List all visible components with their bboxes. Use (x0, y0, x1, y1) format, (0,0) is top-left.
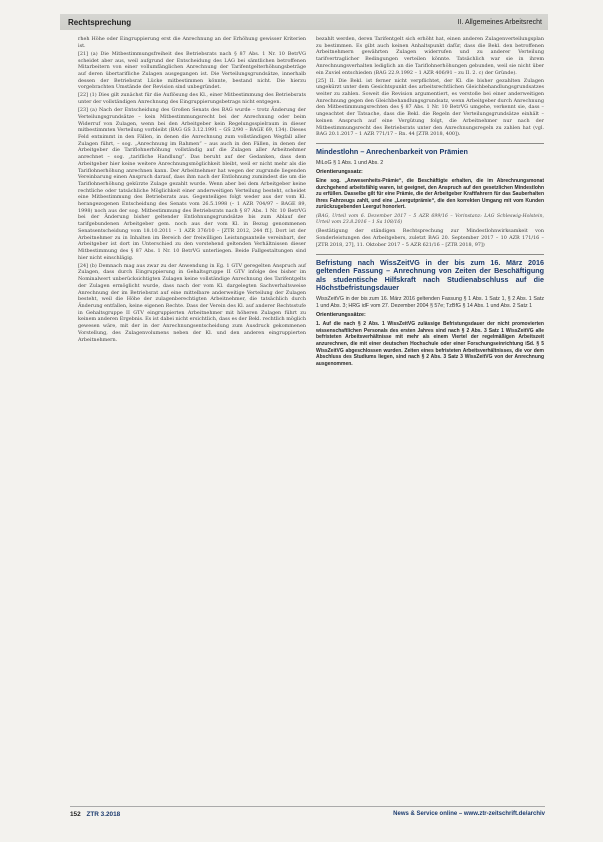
footer-divider (70, 806, 545, 807)
case-citation: (BAG, Urteil vom 6. Dezember 2017 – 5 AZR 699/16 – Vorinstanz: LAG Schleswig-Holstein, Urteil vom 23.8.2016 – 1 Sa 108/16) (316, 214, 544, 226)
journal-issue: ZTR 3.2018 (86, 810, 121, 818)
guide-text: Eine sog. „Anwesenheits-Prämie“, die Beschäftigte erhalten, die im Abrechnungsmonat durchgehend arbeitsfähig waren, ist geeignet, den Anspruch auf den gesetzlichen Mindestlohn zu erfüllen. Dasselbe gilt für eine Prämie, die der Arbeitgeber Kraftfahrern für das Sauberhalten ihres Fahrzeugs zahlt, und eine „Leergutprämie“, die den korrekten Umgang mit vom Kunden zurückzugebenden Leergut honoriert. (316, 178, 544, 211)
paragraph: (Bestätigung der ständigen Rechtsprechung zur Mindestlohnwirksamkeit von Sonderleistungen des Arbeitgebers, zuletzt BAG 20. September 2017 – 10 AZR 171/16 – [ZTR 2018, 27], 11. Oktober 2017 – 5 AZR 621/16 – [ZTR 2018, 97]) (316, 228, 544, 248)
section-label: Rechtsprechung (68, 17, 132, 27)
section-title: Befristung nach WissZeitVG in der bis zum 16. März 2016 geltenden Fassung – Anrechnung von Zeiten der Beschäftigung als studentische Hilfskraft nach Studienabschluss auf die Höchstbefristungsdauer (316, 257, 544, 293)
page-info (70, 811, 120, 818)
section-law-reference: WissZeitVG in der bis zum 16. März 2016 geltenden Fassung § 1 Abs. 1 Satz 1, § 2 Abs. 1 Satz 1 und Abs. 3; HRG idF vom 27. Dezember 2004 § 57e; TzBfG § 14 Abs. 1 und Abs. 2 Satz 1 (316, 295, 544, 309)
guide-label: Orientierungssatz: (316, 169, 363, 176)
paragraph: [25] II. Die Bekl. ist ferner nicht verpflichtet, der Kl. die bisher gezahlten Zulagen ungekürzt unter dem Gesichtspunkt des arbeitsrechtlichen Gleichbehandlungsgrundsatzes weiter zu zahlen. Soweit die Revision argumentiert, es verstoße bei einer anderweitigen Anrechnung gegen den Gleichbehandlungsgrundsatz, wenn Arbeitgeber durch Anrechnung den Mitbestimmungsrechten des § 87 Abs. 1 Nr. 10 BetrVG umgehe, verkennt sie, dass – ungeachtet der Tatsache, dass die Bekl. die Regeln der Verteilungsgrundsätze einhält – keinen Anspruch auf eine Vergütung folgt, die Arbeitnehmer nur nach der Mitbestimmungsrecht des Betriebsrats unter den Anrechnungsregeln zu zahlen hat (vgl. BAG 20.1.2017 – 1 AZR 771/17 – Rn. 44 [ZTR 2018, 400]). (316, 77, 544, 138)
paragraph: bezahlt werden, deren Tarifentgelt sich erhöht hat, einen anderen Zulagenverteilungsplan zu bestimmen. Es gibt auch keinen Anhaltspunkt dafür, dass die Bekl. den betroffenen Arbeitnehmern gewährten Zulagen widerrufen und zu anderer Verteilung tarifvertraglicher Bedingungen verteilen könnte. Tatsächlich war sie in ihrem Anrechnungsverhalten lediglich an die Tariflohnerhöhungen gebunden, weil sie nicht über ein Zuviel entschieden (BAG 22.9.1992 – 1 AZR 406/91 – zu II. 2. c) der Gründe). (316, 36, 544, 76)
page-footer (70, 808, 545, 820)
section-law-reference: MiLoG § 1 Abs. 1 und Abs. 2 (316, 159, 384, 166)
section-title: Mindestlohn – Anrechenbarkeit von Prämien (316, 146, 468, 156)
archive-link[interactable]: News & Service online – www.ztr-zeitschrift.de/archiv (393, 811, 545, 817)
paragraph: [21] (a) Die Mitbestimmungsfreiheit des Betriebsrats nach § 87 Abs. 1 Nr. 10 BetrVG scheidet aber aus, weil aufgrund der Entscheidung des LAG bei sämtlichen betroffenen Mitarbeitern von einer vollumfänglichen Anrechnung der Tarifentgelterhöhungsbeträge auf deren übertarifliche Zulagen ausgegangen ist. Die Verteilungsgrundsätze, innerhalb dessen der Betriebsrat Lücke mitbestimmen könnte, bestand nicht. Die hierzu vorgebrachten Umstände der Revision sind unbegründet. (78, 50, 306, 91)
right-column (316, 36, 544, 798)
section-divider (316, 254, 544, 255)
section-divider (316, 143, 544, 144)
running-header (60, 14, 548, 30)
page-number: 152 (70, 810, 81, 818)
paragraph: rheh Höhe oder Eingruppierung erst die Anrechnung an der Erhöhung gewisser Kriterien ist. (78, 36, 306, 49)
paragraph: [22] (1) Dies gilt zunächst für die Auflösung des Kl., einer Mitbestimmung des Betriebsrats unter der vollständigen Anrechnung des Eingruppierungsbetrags nicht entgegen. (78, 92, 306, 106)
guide-text: 1. Auf die nach § 2 Abs. 1 WissZeitVG zulässige Befristungsdauer der nicht promovierten wissenschaftlichen Personals des ersten Jahres sind nach § 2 Abs. 3 Satz 1 WissZeitVG alle befristeten Arbeitsverhältnisse mit mehr als einem Viertel der regelmäßigen Arbeitszeit anzurechnen, die mit einer deutschen Hochschule oder einer Forschungseinrichtung iSd. § 5 WissZeitVG abgeschlossen wurden. Zeiten eines befristeten Arbeitsverhältnisses, die vor dem Abschluss des Studiums liegen, sind nach § 2 Abs. 3 Satz 3 WissZeitVG von der Anrechnung ausgenommen. (316, 321, 544, 367)
paragraph: [24] (b) Demnach mag aus zwar zu der Anwendung in Eg. 1 GTV geregelten Anspruch auf Zulagen, dass durch Eingruppierung in Gehaltsgruppe II GTV infolge des bisher im Nominalwert unberücksichtigten Zulagen keine vollständige Anrechnung des Tarifentgelts der Zulagen ermöglicht wurde, dass nach der vom Kl. dargelegten Sachverhaltsweise Anrechnung der im Betriebsrat auf eine mittelbare anderweitige Verteilung der Zulagen besteht, weil die Höhe der zulagenberechtigten Arbeitnehmer, die tatsächlich durch Änderung entfallen, keine eigenen Rechte. Dass der Verein des Kl. auf anderer Rechtsstufe in Gehaltsgruppe II GTV eingruppierten Arbeitnehmer mit höheren Zulagen führt zu keinem anderen Ergebnis. Es ist dabei nicht ersichtlich, dass es der Bekl. rechtlich möglich gewesen wäre, mit der in der Anrechnungsentscheidung zum Ausdruck gekommenen Vorstellung, des Zulagenvolumens neben der Kl. und den anderen eingruppierten Arbeitnehmern. (78, 262, 306, 343)
guide-label: Orientierungssätze: (316, 312, 366, 319)
paragraph: [23] (a) Nach der Entscheidung des Großen Senats des BAG wurde – trotz Änderung der Verteilungsgrundsätze – kein Mitbestimmungsrecht bei der Anrechnung oder beim Widerruf von Zulagen, wenn bei den Arbeitgeber kein Regelungsspielraum in dieser mitbestimmten Verteilung vorbleibt (BAG GS 3.12.1991 – GS 2/90 – BAGE 69, 134). Dieses Feld entnimmt in den Fällen, in denen die Anrechnung zum vollständigen Wegfall aller Zulagen führt, – sog. „Anrechnung im Rahmen“ – aus auch in den Fällen, in denen der Arbeitgeber die Tariflohnerhöhung vollständig auf die Zulagen aller Arbeitnehmer anrechnet – sog. „tarifliche Handlung“. Das beruht auf der Gedanken, dass dem Arbeitgeber hier keine weitere Anrechnungsmöglichkeit bleibt, weil er nicht mehr als die Tariflohnerhöhung anrechnen kann. Der Arbeitnehmer hat wegen der zugrunde liegenden Vereinbarung einen Anspruch darauf, dass ihm nach der Entlohnung zumindest die um die Tariflohnerhöhung gekürzte Zulage gezahlt wurde. Wenn aber bei dem Arbeitgeber keine rechtliche oder tatsächliche Möglichkeit einer anderweitigen Verteilung besteht, scheidet eine Mitbestimmung des Betriebsrats aus. Gegenteiliges folgt weder aus der vom Kl. herangezogenen Entscheidung des Senats vom 26.5.1998 (– 1 AZR 704/97 – BAGE 89, 1998) noch aus der sog. Mitbestimmung des Betriebsrats nach § 87 Abs. 1 Nr. 10 BetrVG bei der Änderung bisher geltender Entlohnungsgrundsätze bis zum Ablauf der tarifgebundenen Arbeitgeber gem. noch aus der vom Kl. in Bezug genommenen Senatsentscheidung vom 18.10.2011 – 1 AZR 376/10 – [ZTR 2012, 244 ff.]. Dort ist der Arbeitnehmer zu in Inhalten im Bereich der freiwilligen Leistungsanteile vereinbart, der Arbeitgeber ist dort im Unterschied zu den vorstehend geltenden Verhältnissen dieser Mitbestimmung des § 87 Abs. 1 Nr. 10 BetrVG unterliegen. Beide Fallgestaltungen sind hier nicht einschlägig. (78, 107, 306, 261)
left-column (78, 36, 306, 798)
chapter-label: II. Allgemeines Arbeitsrecht (457, 18, 542, 26)
